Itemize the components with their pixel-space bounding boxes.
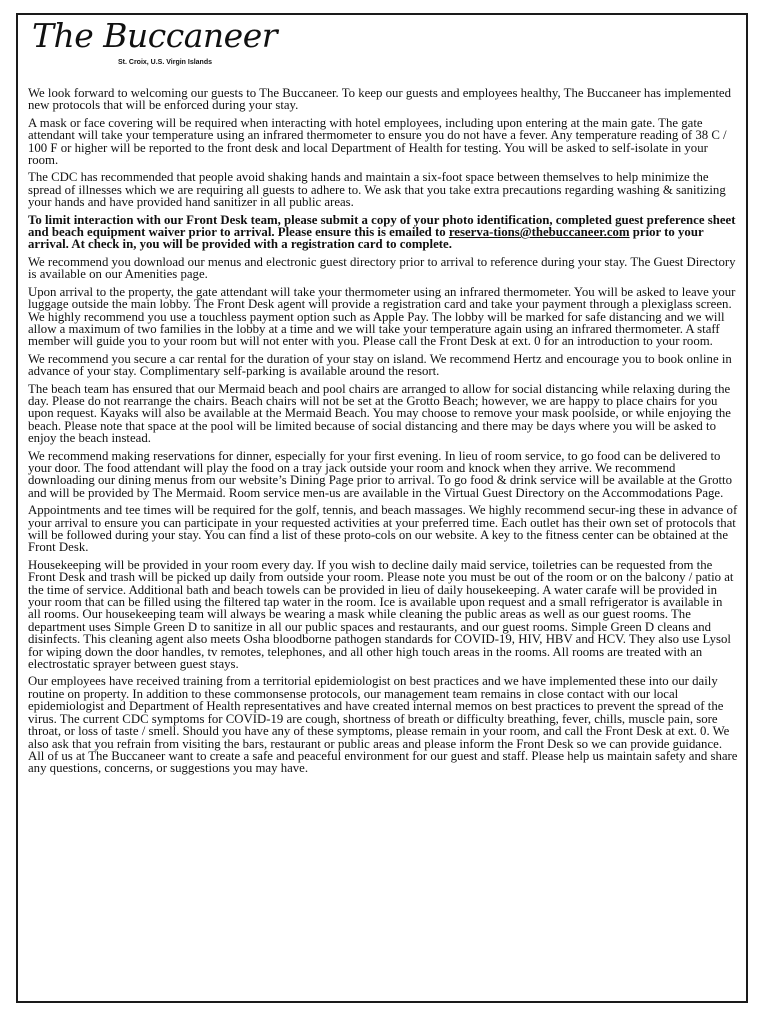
logo-subtitle: St. Croix, U.S. Virgin Islands (118, 59, 213, 66)
paragraph-dining: We recommend making reservations for dinner, especially for your first evening. In lieu of room service, to go food can be delivered to your door. The food attendant will play the food on a tray jack outside your room and knock when they arrive. We recommend downloading our dining menus from our website’s Dining Page prior to arrival. To go food & drink service will be available at the Grotto and will be provided by The Mermaid. Room service men-us are available in the Virtual Guest Directory on the Accommodations Page. (28, 448, 732, 500)
paragraph-mask: A mask or face covering will be required when interacting with hotel employees, including upon entering at the main gate. The gate attendant will take your temperature using an infrared thermometer to ensure you do not have a fever. Any temperature reading of 38 C / 100 F or higher will be reported to the front desk and local Department of Health for testing. You will be asked to self-isolate in your room. (28, 115, 727, 168)
letter-body (28, 87, 738, 780)
paragraph-welcome: We look forward to welcoming our guests to The Buccaneer. To keep our guests and employees healthy, The Buccaneer has implemented new protocols that will be enforced during your stay. (28, 86, 731, 113)
front-desk-text-before: To limit interaction with our Front Desk team, please submit a copy of your photo identification, completed guest preference sheet and beach equipment waiver prior to arrival. Please ensure this is emailed to (28, 212, 736, 240)
paragraph-housekeeping: Housekeeping will be provided in your room every day. If you wish to decline daily maid service, toiletries can be requested from the Front Desk and trash will be picked up daily from outside your room. Please note you must be out of the room or on the balcony / patio at the time of service. Additional bath and beach towels can be provided in lieu of daily housekeeping. A water carafe will be provided in your room that can be filled using the filtered tap water in the room. Ice is available upon request and a small refrigerator is available in all rooms. Our housekeeping team will always be wearing a mask while cleaning the public areas as well as our guest rooms. The department uses Simple Green D to sanitize in all our public spaces and restaurants, and our guest rooms. Simple Green D cleans and disinfects. This cleaning agent also meets Osha bloodborne pathogen standards for COVID-19, HIV, HBV and HCV. They also use Lysol for wiping down the door handles, tv remotes, telephones, and all other high touch areas in the rooms. All rooms are treated with an electrostatic sprayer between guest stays. (28, 557, 734, 672)
buccaneer-logo (32, 16, 278, 75)
paragraph-arrival: Upon arrival to the property, the gate attendant will take your thermometer using an infrared thermometer. You will be asked to leave your luggage outside the main lobby. The Front Desk agent will provide a registration card and take your payment through a plexiglass screen. We highly recommend you use a touchless payment option such as Apple Pay. The lobby will be marked for safe distancing and we will allow a maximum of two families in the lobby at a time and we will take your temperature again using an infrared thermometer. A staff member will guide you to your room but will not enter with you. Please call the Front Desk at ext. 0 for an introduction to your room. (28, 284, 736, 349)
logo-title: The Buccaneer (32, 16, 278, 55)
paragraph-front-desk (28, 214, 738, 251)
paragraph-employees: Our employees have received training from a territorial epidemiologist on best practices and we have implemented these into our daily routine on property. In addition to these commonsense protocols, our management team remains in close contact with our local epidemiologist and Department of Health representatives and have created internal memos on best practices to prevent the spread of the virus. The current CDC symptoms for COVID-19 are cough, shortness of breath or difficulty breathing, fever, chills, muscle pain, sore throat, or loss of taste / smell. Should you have any of these symptoms, please remain in your room, and call the Front Desk at ext. 0. We also ask that you refrain from visiting the bars, restaurant or public areas and please inform the Front Desk so we can provide guidance. All of us at The Buccaneer want to create a safe and peaceful environment for our guest and staff. Please help us maintain safety and share any questions, concerns, or suggestions you may have. (28, 674, 738, 776)
paragraph-menus: We recommend you download our menus and electronic guest directory prior to arrival to reference during your stay. The Guest Directory is available on our Amenities page. (28, 254, 736, 282)
front-desk-text-after: prior to your arrival. At check in, you will be provided with a registration card to complete. (28, 225, 704, 252)
paragraph-car-rental: We recommend you secure a car rental for the duration of your stay on island. We recommend Hertz and encourage you to book online in advance of your stay. Complimentary self-parking is available around the resort. (28, 351, 732, 379)
paragraph-activities: Appointments and tee times will be required for the golf, tennis, and beach massages. We highly recommend secur-ing these in advance of your arrival to ensure you can participate in your requested activities at your preferred time. Each outlet has their own set of protocols that will be followed during your stay. You can find a list of these proto-cols on our website. A key to the fitness center can be obtained at the Front Desk. (28, 503, 738, 555)
document-frame (16, 13, 748, 1003)
paragraph-beach: The beach team has ensured that our Mermaid beach and pool chairs are arranged to allow for social distancing while relaxing during the day. Please do not rearrange the chairs. Beach chairs will not be set at the Grotto Beach; however, we are happy to place chairs for you upon request. Kayaks will also be available at the Mermaid Beach. You may choose to remove your mask poolside, or while enjoying the beach. Please note that space at the pool will be limited because of social distancing and there may be days where you will be asked to enjoy the beach instead. (28, 381, 731, 446)
reservations-email-link[interactable]: reserva-tions@thebuccaneer.com (448, 225, 630, 240)
paragraph-cdc: The CDC has recommended that people avoid shaking hands and maintain a six-foot space between themselves to help minimize the spread of illnesses which we are requiring all guests to adhere to. We ask that you take extra precautions regarding washing & sanitizing your hands and have provided hand sanitizer in all public areas. (28, 170, 726, 210)
